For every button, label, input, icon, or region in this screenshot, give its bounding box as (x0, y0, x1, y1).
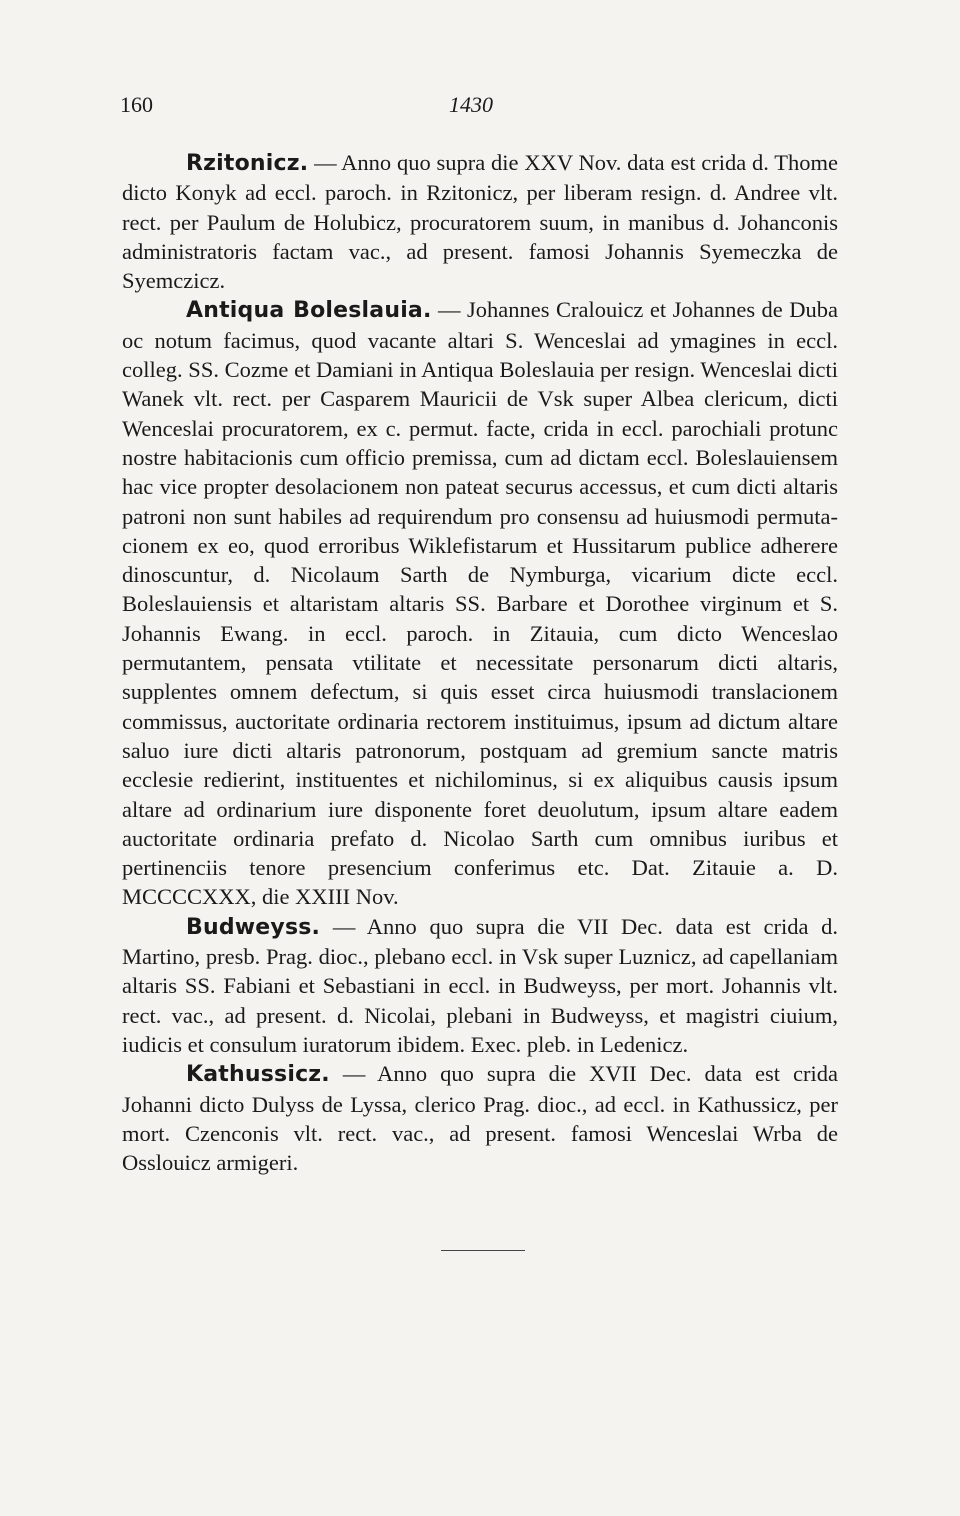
entry-text: — Anno quo supra die XVII Dec. data est crida Johanni dicto Dulyss de Lyssa, clerico Prag. dioc., ad eccl. in Kathussicz, per mort. Czenconis vlt. rect. vac., ad present. famosi Wenceslai Wrba de Osslouicz armigeri. (122, 1061, 838, 1176)
entry-place-heading: Rzitonicz. (186, 151, 309, 176)
closing-rule (441, 1250, 525, 1251)
entry-kathussicz (122, 1059, 838, 1177)
running-head-year: 1430 (449, 92, 493, 117)
entry-antiqua-boleslauia (122, 295, 838, 911)
entry-text: — Johannes Cralouicz et Johannes de Duba oc notum facimus, quod vacante altari S. Wenceslai ad ymagines in eccl. colleg. SS. Cozme et Damiani in Antiqua Boleslauia per resign. Wenceslai dicti Wanek vlt. rect. per Casparem Mauricii de Vsk super Albea clericum, dicti Wenceslai procuratorem, ex c. permut. facte, crida in eccl. parochiali protunc nostre habitacionis cum officio premissa, cum ad dictam eccl. Boleslauiensem hac vice propter desolacionem non pateat securus accessus, et cum dicti altaris patroni non sunt habiles ad requirendum pro consensu ad huiusmodi permutacionem ex eo, quod erroribus Wiklefistarum et Hussitarum publice adherere dinoscuntur, d. Nicolaum Sarth de Nymburga, vicarium dicte eccl. Boleslauiensis et altaristam altaris SS. Barbare et Dorothee virginum et S. Johannis Ewang. in eccl. paroch. in Zitauia, cum dicto Wenceslao permutantem, pensata vtilitate et necessitate personarum dicti altaris, supplentes omnem defectum, si quis esset circa huiusmodi translacionem commissus, auctoritate ordinaria rectorem instituimus, ipsum ad dictum altare saluo iure dicti altaris patronorum, postquam ad gremium sancte matris ecclesie redierint, instituentes et nichilominus, si ex aliquibus causis ipsum altare ad ordinarium iure disponente foret deuolutum, ipsum altare eadem auctoritate ordinaria prefato d. Nicolao Sarth cum omnibus iuribus et pertinenciis tenore presencium conferimus etc. Dat. Zitauie a. D. MCCCCXXX, die XXIII Nov. (122, 297, 838, 910)
page-number: 160 (120, 92, 153, 117)
entry-rzitonicz (122, 148, 838, 295)
entry-text: — Anno quo supra die VII Dec. data est crida d. Martino, presb. Prag. dioc., plebano eccl. in Vsk super Luznicz, ad capellaniam altaris SS. Fabiani et Sebastiani in eccl. in Budweyss, per mort. Johannis vlt. rect. vac., ad present. d. Nicolai, plebani in Budweyss, et magistri ciuium, iudicis et consulum iuratorum ibidem. Exec. pleb. in Ledenicz. (122, 913, 839, 1057)
entry-place-heading: Budweyss. (186, 914, 321, 940)
entry-place-heading: Kathussicz. (186, 1062, 330, 1088)
entry-budweyss (122, 912, 838, 1059)
running-head (120, 92, 840, 122)
entry-text: — Anno quo supra die XXV Nov. data est crida d. Thome dicto Konyk ad eccl. paroch. in Rzitonicz, per liberam resign. d. Andree vlt. rect. per Paulum de Holubicz, procuratorem suum, in manibus d. Johanconis administratoris factam vac., ad present. famosi Johannis Syemeczka de Syemczicz. (122, 150, 838, 294)
body-text (122, 148, 838, 1177)
entry-place-heading: Antiqua Boleslauia. (186, 298, 432, 324)
